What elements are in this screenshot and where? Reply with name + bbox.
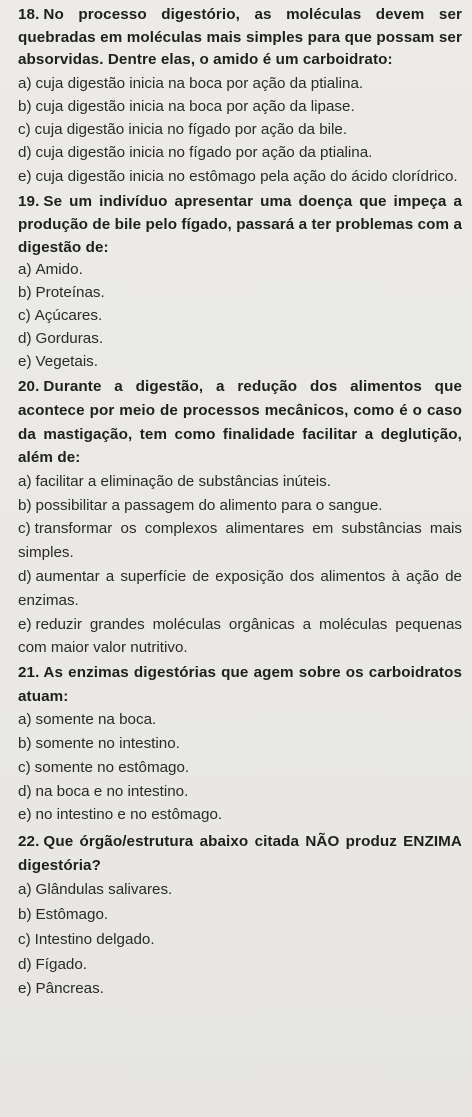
option-21-c[interactable]: [18, 756, 462, 780]
option-letter: d): [18, 144, 32, 162]
option-text: na boca e no intestino.: [35, 782, 189, 800]
question-22-number: 22.: [18, 833, 40, 851]
option-20-b[interactable]: [18, 494, 462, 518]
option-text: facilitar a eliminação de substâncias inúteis.: [35, 472, 331, 490]
option-letter: b): [18, 734, 32, 752]
option-19-c[interactable]: [18, 305, 462, 328]
option-18-b[interactable]: [18, 95, 462, 118]
option-text: cuja digestão inicia no estômago pela ação do ácido clorídrico.: [35, 167, 458, 185]
option-text: reduzir grandes moléculas orgânicas a moléculas pequenas com maior valor nutritivo.: [18, 615, 462, 657]
question-21: [18, 661, 462, 827]
question-19: [18, 190, 462, 374]
question-22-statement: [18, 830, 462, 878]
question-22: [18, 830, 462, 1002]
option-text: Intestino delgado.: [34, 930, 155, 948]
option-letter: e): [18, 167, 32, 185]
option-20-d[interactable]: [18, 565, 462, 613]
question-20-options: [18, 470, 462, 660]
option-20-e[interactable]: [18, 613, 462, 661]
question-20-number: 20.: [18, 378, 40, 396]
option-text: somente no intestino.: [35, 734, 180, 752]
option-letter: c): [18, 930, 31, 948]
option-21-a[interactable]: [18, 708, 462, 732]
option-letter: e): [18, 615, 32, 633]
option-22-a[interactable]: [18, 878, 462, 903]
option-letter: b): [18, 905, 32, 923]
option-letter: b): [18, 284, 32, 302]
question-19-text: Se um indivíduo apresentar uma doença que impeça a produção de bile pelo fígado, passará a ter problemas com a digestão de:: [18, 192, 462, 257]
question-19-options: [18, 259, 462, 373]
option-letter: d): [18, 955, 32, 973]
option-text: Fígado.: [35, 955, 88, 973]
option-19-a[interactable]: [18, 259, 462, 282]
option-letter: a): [18, 711, 32, 729]
question-20-text: Durante a digestão, a redução dos alimentos que acontece por meio de processos mecânicos, como é o caso da mastigação, tem como finalidade facilitar a deglutição, além de:: [18, 378, 462, 467]
question-19-number: 19.: [18, 192, 40, 210]
option-letter: c): [18, 758, 31, 776]
option-text: Estômago.: [35, 905, 109, 923]
option-18-a[interactable]: [18, 72, 462, 95]
option-letter: d): [18, 329, 32, 347]
option-text: possibilitar a passagem do alimento para o sangue.: [35, 496, 383, 514]
question-21-options: [18, 708, 462, 827]
question-18-number: 18.: [18, 6, 40, 23]
option-letter: b): [18, 496, 32, 514]
question-19-statement: [18, 190, 462, 260]
option-20-c[interactable]: [18, 517, 462, 565]
option-letter: a): [18, 881, 32, 899]
question-20: [18, 375, 462, 660]
option-21-b[interactable]: [18, 732, 462, 756]
option-22-d[interactable]: [18, 953, 462, 978]
option-22-e[interactable]: [18, 977, 462, 1002]
option-text: cuja digestão inicia no fígado por ação da bile.: [34, 121, 348, 139]
option-text: somente na boca.: [35, 711, 157, 729]
option-text: cuja digestão inicia no fígado por ação da ptialina.: [35, 144, 373, 162]
option-letter: e): [18, 980, 32, 998]
option-letter: c): [18, 307, 31, 324]
question-18-options: [18, 72, 462, 188]
option-text: Vegetais.: [35, 352, 99, 370]
option-text: Pâncreas.: [35, 980, 104, 998]
option-letter: a): [18, 261, 32, 279]
option-19-d[interactable]: [18, 328, 462, 351]
option-text: no intestino e no estômago.: [35, 806, 223, 824]
option-21-e[interactable]: [18, 803, 462, 827]
option-text: Amido.: [35, 261, 83, 279]
option-letter: e): [18, 806, 32, 824]
option-letter: d): [18, 782, 32, 800]
question-18: [18, 4, 462, 188]
option-letter: a): [18, 74, 32, 92]
option-19-b[interactable]: [18, 282, 462, 305]
option-letter: e): [18, 352, 32, 370]
option-text: Glândulas salivares.: [35, 881, 173, 899]
option-letter: c): [18, 520, 31, 538]
option-letter: a): [18, 472, 32, 490]
question-21-text: As enzimas digestórias que agem sobre os carboidratos atuam:: [18, 664, 462, 705]
option-letter: b): [18, 97, 32, 115]
option-text: Proteínas.: [35, 284, 105, 302]
option-20-a[interactable]: [18, 470, 462, 494]
question-18-text: No processo digestório, as moléculas devem ser quebradas em moléculas mais simples para que possam ser absorvidas. Dentre elas, o amido é um carboidrato:: [18, 6, 462, 69]
option-21-d[interactable]: [18, 780, 462, 804]
question-20-statement: [18, 375, 462, 469]
option-text: Açúcares.: [34, 307, 103, 324]
question-18-statement: [18, 4, 462, 72]
question-21-number: 21.: [18, 664, 40, 682]
option-22-c[interactable]: [18, 928, 462, 953]
question-22-options: [18, 878, 462, 1002]
option-text: somente no estômago.: [34, 758, 190, 776]
option-text: cuja digestão inicia na boca por ação da lipase.: [35, 97, 355, 115]
option-letter: d): [18, 567, 32, 585]
option-18-c[interactable]: [18, 118, 462, 141]
option-22-b[interactable]: [18, 903, 462, 928]
option-text: cuja digestão inicia na boca por ação da ptialina.: [35, 74, 364, 92]
option-text: aumentar a superfície de exposição dos alimentos à ação de enzimas.: [18, 567, 462, 609]
option-letter: c): [18, 121, 31, 139]
option-text: Gorduras.: [35, 329, 104, 347]
option-text: transformar os complexos alimentares em substâncias mais simples.: [18, 520, 462, 562]
question-21-statement: [18, 661, 462, 708]
question-22-text: Que órgão/estrutura abaixo citada NÃO produz ENZIMA digestória?: [18, 833, 462, 875]
option-19-e[interactable]: [18, 351, 462, 374]
option-18-d[interactable]: [18, 141, 462, 164]
option-18-e[interactable]: [18, 165, 462, 188]
